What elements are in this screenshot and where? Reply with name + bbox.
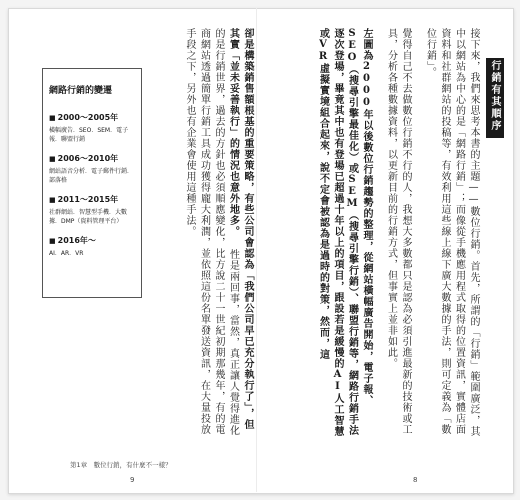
book-gutter	[256, 8, 257, 492]
digital-marketing-timeline-box	[42, 68, 142, 298]
paragraph: 接下來，我們來思考本書的主題——數位行銷。首先，所謂的「行銷」範圍廣泛，其中以網站為中心的是「網路行銷」；而像從手機應用程式取得的位置資訊，實體店面資料和社群網站的投稿等，有效利用這些線上線下廣大數據的手法，則可定義為「數位行銷」。	[424, 28, 479, 437]
timeline-item	[49, 194, 135, 225]
timeline-years: ■ 2011～2015年	[49, 194, 135, 205]
timeline-item	[49, 235, 135, 257]
paragraph: 覺得自己不去做數位行銷不行的人，我想大多數都只是認為必須引進最新的技術或工具，分析各種數據資料，以更新目前的行銷方式，但事實上並非如此。	[385, 28, 411, 435]
timeline-description: AI．AR．VR	[49, 250, 84, 257]
left-page	[30, 18, 254, 484]
timeline-description: 網站語音分析．電子郵件行銷．部落格	[49, 168, 134, 184]
section-title: 行銷有其順序	[489, 60, 500, 132]
left-normal-text: 性是兩回事，當然，真正讓人覺得進化的是行銷世界，過去的方針也必須順應變化，比方說二十一世紀初期那幾年，有的電商網站透過簡單行銷工具成功獲得龐大利潤，並依照這份名單發送資訊，在大量投放手段之下，另外也有企業會使用這種手法。	[184, 28, 239, 436]
right-page-number: 8	[413, 476, 418, 484]
paragraph: 左圖為2000年以後數位行銷趨勢的整理，從網站橫幅廣告開始，電子報、SEO（搜尋引擎最佳化）或SEM（搜尋引擎行銷）、聯盟行銷等，網路行銷手法逐次登場，畢竟其中也有登場已超過十年以上的項目，跟設若是緩慢的AI人工智慧或VR虛擬實境組合起來，說不定會被認為是過時的對策，然而，這	[317, 28, 372, 437]
timeline-years: ■ 2006～2010年	[49, 153, 135, 164]
timeline-years: ■ 2000～2005年	[49, 112, 135, 123]
timeline-title: 網路行銷的變遷	[49, 86, 113, 96]
chapter-footer: 第1章 數位行銷，有什麼不一樣？	[70, 461, 172, 469]
right-page	[268, 18, 506, 484]
timeline-item	[49, 112, 135, 143]
left-body-text	[144, 28, 254, 438]
timeline-years: ■ 2016年～	[49, 235, 135, 246]
timeline-description: 橫幅廣告．SEO．SEM．電子報．聯盟行銷	[49, 127, 129, 143]
timeline-description: 社群網站．智慧型手機．大數據．DMP（資料管理平台）	[49, 209, 128, 225]
left-bold-text: 卻是構築銷售額根基的重要策略，有些公司會認為「我們公司早已充分執行了」，但其實「並未妥善執行」的情況也意外地多。	[227, 28, 253, 430]
left-page-number: 9	[130, 476, 135, 484]
right-body-text	[280, 28, 480, 438]
timeline-item	[49, 153, 135, 184]
